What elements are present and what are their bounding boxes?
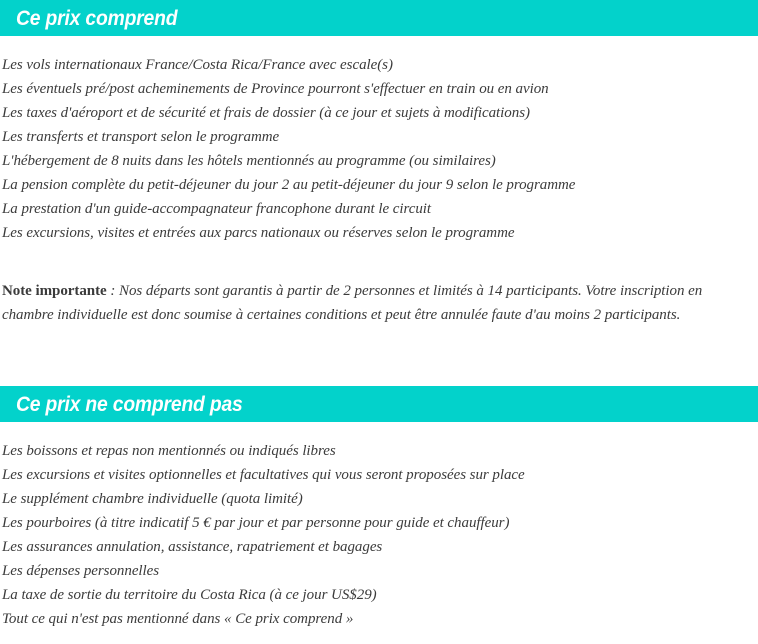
- section-title-included: Ce prix comprend: [16, 6, 178, 30]
- section-body-not-included: [0, 422, 758, 631]
- section-body-included: [0, 36, 758, 327]
- list-item: Tout ce qui n'est pas mentionné dans « Ce prix comprend »: [2, 611, 354, 627]
- important-note-label: Note importante: [2, 283, 107, 299]
- section-title-not-included: Ce prix ne comprend pas: [16, 392, 243, 416]
- list-item: Les éventuels pré/post acheminements de Province pourront s'effectuer en train ou en avion: [2, 81, 549, 97]
- list-item: Les taxes d'aéroport et de sécurité et frais de dossier (à ce jour et sujets à modifications): [2, 105, 530, 121]
- not-included-items-list: [0, 439, 758, 631]
- list-item: Les excursions, visites et entrées aux parcs nationaux ou réserves selon le programme: [2, 225, 515, 241]
- list-item: Le supplément chambre individuelle (quota limité): [2, 491, 303, 507]
- section-header-included: [0, 0, 758, 36]
- list-item: Les vols internationaux France/Costa Rica/France avec escale(s): [2, 57, 393, 73]
- important-note: [0, 279, 758, 327]
- list-item: L'hébergement de 8 nuits dans les hôtels mentionnés au programme (ou similaires): [2, 153, 496, 169]
- list-item: La prestation d'un guide-accompagnateur francophone durant le circuit: [2, 201, 432, 217]
- list-item: Les boissons et repas non mentionnés ou indiqués libres: [2, 443, 336, 459]
- list-item: Les excursions et visites optionnelles et facultatives qui vous seront proposées sur place: [2, 467, 525, 483]
- included-items-list: [0, 53, 758, 245]
- section-header-not-included: [0, 386, 758, 422]
- list-item: La pension complète du petit-déjeuner du jour 2 au petit-déjeuner du jour 9 selon le programme: [2, 177, 576, 193]
- list-item: Les pourboires (à titre indicatif 5 € par jour et par personne pour guide et chauffeur): [2, 515, 510, 531]
- list-item: La taxe de sortie du territoire du Costa Rica (à ce jour US$29): [2, 587, 377, 603]
- list-item: Les transferts et transport selon le programme: [2, 129, 280, 145]
- important-note-text: : Nos départs sont garantis à partir de 2 personnes et limités à 14 participants. Votre inscription en chambre individuelle est donc soumise à certaines conditions et peut être annulée faute d'au moins 2 participants.: [2, 283, 703, 323]
- list-item: Les assurances annulation, assistance, rapatriement et bagages: [2, 539, 383, 555]
- section-divider: [0, 342, 758, 386]
- list-item: Les dépenses personnelles: [2, 563, 160, 579]
